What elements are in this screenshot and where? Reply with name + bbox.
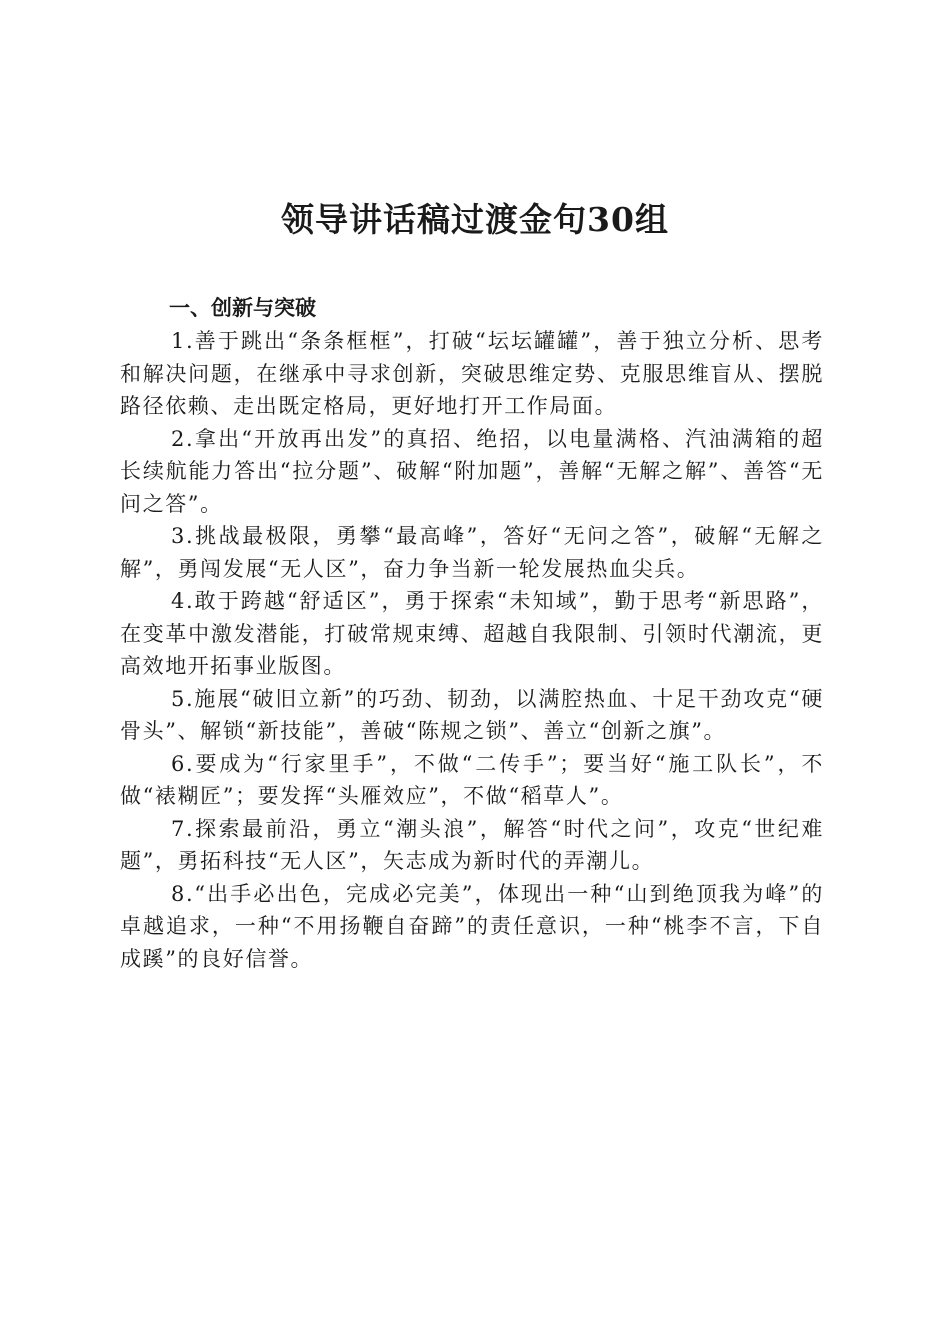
document-body [120,292,824,975]
section-heading: 一、创新与突破 [169,296,316,320]
paragraph-5: 5.施展“破旧立新”的巧劲、韧劲，以满腔热血、十足干劲攻克“硬骨头”、解锁“新技能”，善破“陈规之锁”、善立“创新之旗”。 [120,686,824,743]
document-title: 领导讲话稿过渡金句30组 [281,200,669,239]
paragraph-6: 6.要成为“行家里手”，不做“二传手”；要当好“施工队长”，不做“裱糊匠”；要发挥“头雁效应”，不做“稻草人”。 [120,751,824,808]
paragraph-8: 8.“出手必出色，完成必完美”，体现出一种“山到绝顶我为峰”的卓越追求，一种“不用扬鞭自奋蹄”的责任意识，一种“桃李不言，下自成蹊”的良好信誉。 [120,881,824,971]
paragraph-1: 1.善于跳出“条条框框”，打破“坛坛罐罐”，善于独立分析、思考和解决问题，在继承中寻求创新，突破思维定势、克服思维盲从、摆脱路径依赖、走出既定格局，更好地打开工作局面。 [120,329,824,418]
paragraph-4: 4.敢于跨越“舒适区”，勇于探索“未知域”，勤于思考“新思路”，在变革中激发潜能，打破常规束缚、超越自我限制、引领时代潮流，更高效地开拓事业版图。 [120,589,824,678]
paragraph-7: 7.探索最前沿，勇立“潮头浪”，解答“时代之问”，攻克“世纪难题”，勇拓科技“无人区”，矢志成为新时代的弄潮儿。 [120,816,824,873]
paragraph-3: 3.挑战最极限，勇攀“最高峰”，答好“无问之答”，破解“无解之解”，勇闯发展“无人区”，奋力争当新一轮发展热血尖兵。 [120,524,824,581]
paragraph-2: 2.拿出“开放再出发”的真招、绝招，以电量满格、汽油满箱的超长续航能力答出“拉分题”、破解“附加题”，善解“无解之解”、善答“无问之答”。 [120,426,824,516]
